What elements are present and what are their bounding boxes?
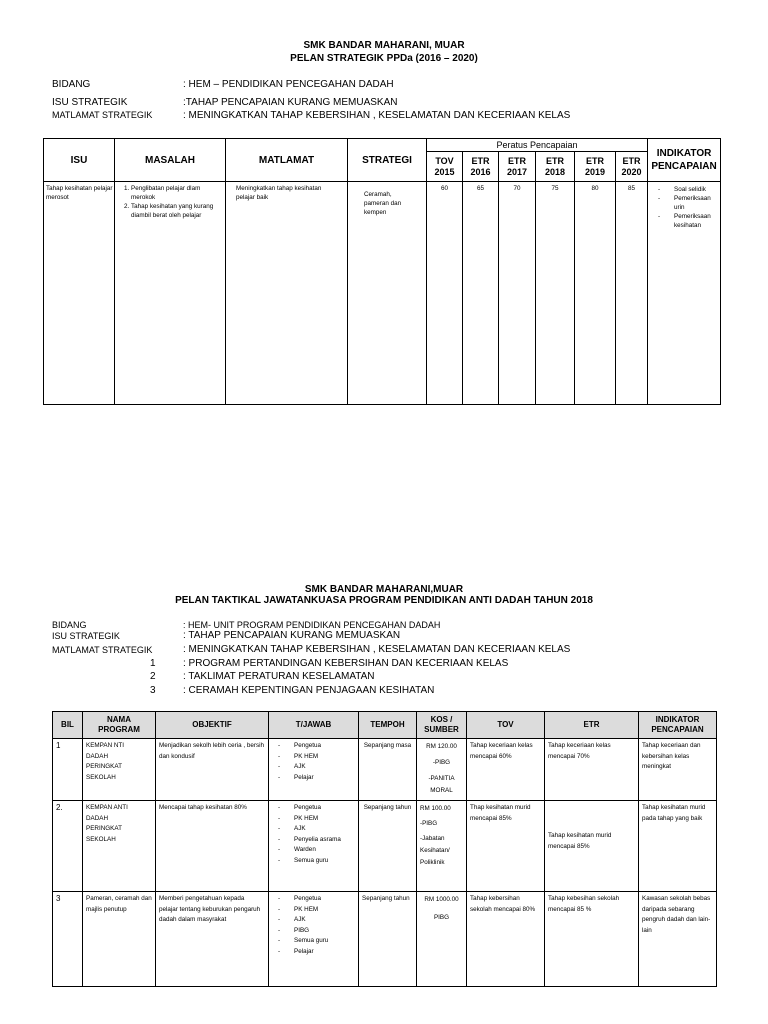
cell-bil: 3	[53, 892, 83, 987]
tactical-meta-matlamat-value: : MENINGKATKAN TAHAP KEBERSIHAN , KESELAMATAN DAN KECERIAAN KELAS	[183, 644, 571, 655]
list-item: - Pengetua	[272, 741, 355, 752]
list-item: - PK HEM	[272, 814, 355, 825]
cell-tov: Tahap kebersihan sekolah mencapai 80%	[467, 892, 545, 987]
list-item: - Semua guru	[272, 856, 355, 867]
tactical-title-school: SMK BANDAR MAHARANI,MUAR	[304, 584, 464, 595]
header-bil: BIL	[53, 712, 83, 739]
cell-nama-program: KEMPAN ANTI DADAH PERINGKAT SEKOLAH	[83, 801, 156, 892]
list-item: - Semua guru	[272, 936, 355, 947]
cell-etr: Tahap keceriaan kelas mencapai 70%	[545, 739, 639, 801]
table-row	[53, 892, 717, 987]
masalah-list	[117, 184, 223, 220]
strategic-meta-isu-value: :TAHAP PENCAPAIAN KURANG MEMUASKAN	[183, 97, 398, 108]
tactical-program-text-3: : CERAMAH KEPENTINGAN PENJAGAAN KESIHATAN	[183, 685, 435, 696]
cell-tov: Thap kesihatan murid mencapai 85%	[467, 801, 545, 892]
tjawab-list	[272, 741, 355, 783]
header-nama-program: NAMA PROGRAM	[83, 712, 156, 739]
cell-tjawab	[269, 892, 359, 987]
header-peratus-pencapaian: Peratus Pencapaian	[427, 139, 648, 152]
list-item: - Pengetua	[272, 894, 355, 905]
cell-tjawab	[269, 801, 359, 892]
cell-tempoh: Sepanjang masa	[359, 739, 417, 801]
cell-tempoh: Sepanjang tahun	[359, 892, 417, 987]
header-tempoh: TEMPOH	[359, 712, 417, 739]
tactical-title-plan: PELAN TAKTIKAL JAWATANKUASA PROGRAM PENDIDIKAN ANTI DADAH TAHUN 2018	[175, 595, 593, 606]
tactical-meta-isu-label: ISU STRATEGIK	[52, 631, 120, 641]
masalah-item: 2. Tahap kesihatan yang kurang diambil berat oleh pelajar	[131, 202, 223, 220]
cell-value-etr-2017: 70	[499, 182, 536, 405]
header-year-etr-2017: ETR 2017	[499, 152, 536, 182]
cell-masalah	[115, 182, 226, 405]
list-item: - PK HEM	[272, 905, 355, 916]
cell-tov: Tahap keceriaan kelas mencapai 60%	[467, 739, 545, 801]
cell-value-etr-2016: 65	[463, 182, 499, 405]
cell-bil: 2.	[53, 801, 83, 892]
strategic-plan-table	[43, 138, 721, 405]
cell-indikator: Kawasan sekolah bebas daripada sebarang pengruh dadah dan lain-lain	[639, 892, 717, 987]
list-item: - PIBG	[272, 926, 355, 937]
list-item: - Pelajar	[272, 773, 355, 784]
cell-objektif: Menjadikan sekolh lebih ceria , bersih dan kondusif	[156, 739, 269, 801]
header-tjawab: T/JAWAB	[269, 712, 359, 739]
header-indikator-line2: PENCAPAIAN	[651, 161, 717, 172]
indikator-item: - Soal selidik	[652, 185, 718, 194]
header-year-etr-2019: ETR 2019	[575, 152, 616, 182]
indikator-item: - Pemeriksaan urin	[652, 194, 718, 212]
cell-etr: Tahap kesihatan murid mencapai 85%	[545, 801, 639, 892]
cell-kos: RM 1000.00 PIBG	[417, 892, 467, 987]
list-item: - Penyelia asrama	[272, 835, 355, 846]
tactical-plan-table	[52, 711, 717, 987]
cell-tjawab	[269, 739, 359, 801]
strategic-meta-bidang-label: BIDANG	[52, 79, 91, 90]
cell-value-etr-2019: 80	[575, 182, 616, 405]
strategic-title-plan: PELAN STRATEGIK PPDa (2016 – 2020)	[290, 53, 478, 64]
cell-nama-program: KEMPAN NTI DADAH PERINGKAT SEKOLAH	[83, 739, 156, 801]
header-strategi: STRATEGI	[348, 139, 427, 182]
header-year-tov-2015: TOV 2015	[427, 152, 463, 182]
cell-objektif: Memberi pengetahuan kepada pelajar tentang keburukan pengaruh dadah dalam masyrakat	[156, 892, 269, 987]
strategic-meta-matlamat-label: MATLAMAT STRATEGIK	[52, 110, 153, 120]
indikator-item: - Pemeriksaan kesihatan	[652, 212, 718, 230]
header-matlamat: MATLAMAT	[226, 139, 348, 182]
cell-isu: Tahap kesihatan pelajar merosot	[44, 182, 115, 405]
cell-tempoh: Sepanjang tahun	[359, 801, 417, 892]
cell-value-tov-2015: 60	[427, 182, 463, 405]
tactical-meta-bidang-value: : HEM- UNIT PROGRAM PENDIDIKAN PENCEGAHAN DADAH	[183, 620, 441, 630]
cell-value-etr-2020: 85	[616, 182, 648, 405]
cell-indikator: Tahap keceriaan dan kebersihan kelas meningkat	[639, 739, 717, 801]
cell-kos: RM 120.00 -PIBG -PANITIA MORAL	[417, 739, 467, 801]
header-isu: ISU	[44, 139, 115, 182]
header-indikator-line1: INDIKATOR	[656, 148, 712, 159]
list-item: - PK HEM	[272, 752, 355, 763]
list-item: - Warden	[272, 845, 355, 856]
header-tov: TOV	[467, 712, 545, 739]
header-kos-sumber: KOS / SUMBER	[417, 712, 467, 739]
tactical-meta-bidang-label: BIDANG	[52, 620, 87, 630]
list-item: - Pelajar	[272, 947, 355, 958]
cell-indikator: Tahap kesihatan murid pada tahap yang baik	[639, 801, 717, 892]
indikator-list	[652, 185, 718, 230]
table-row	[53, 739, 717, 801]
header-year-etr-2020: ETR 2020	[616, 152, 648, 182]
tactical-meta-matlamat-label: MATLAMAT STRATEGIK	[52, 645, 153, 655]
tactical-program-number-1: 1	[150, 658, 156, 669]
list-item: - Pengetua	[272, 803, 355, 814]
cell-objektif: Mencapai tahap kesihatan 80%	[156, 801, 269, 892]
tjawab-list	[272, 803, 355, 866]
list-item: - AJK	[272, 762, 355, 773]
tactical-program-text-2: : TAKLIMAT PERATURAN KESELAMATAN	[183, 671, 375, 682]
header-masalah: MASALAH	[115, 139, 226, 182]
list-item: - AJK	[272, 824, 355, 835]
cell-indikator	[648, 182, 721, 405]
cell-bil: 1	[53, 739, 83, 801]
strategic-meta-isu-label: ISU STRATEGIK	[52, 97, 128, 108]
tactical-meta-isu-value: : TAHAP PENCAPAIAN KURANG MEMUASKAN	[183, 630, 401, 641]
header-etr: ETR	[545, 712, 639, 739]
header-year-etr-2016: ETR 2016	[463, 152, 499, 182]
table-row	[53, 801, 717, 892]
strategic-title-school: SMK BANDAR MAHARANI, MUAR	[303, 40, 465, 51]
tactical-program-number-3: 3	[150, 685, 156, 696]
cell-value-etr-2018: 75	[536, 182, 575, 405]
cell-etr: Tahap kebesihan sekolah mencapai 85 %	[545, 892, 639, 987]
header-year-etr-2018: ETR 2018	[536, 152, 575, 182]
header-indikator-pencapaian: INDIKATOR PENCAPAIAN	[639, 712, 717, 739]
strategic-meta-matlamat-value: : MENINGKATKAN TAHAP KEBERSIHAN , KESELAMATAN DAN KECERIAAN KELAS	[183, 110, 571, 121]
cell-nama-program: Pameran, ceramah dan majlis penutup	[83, 892, 156, 987]
tactical-program-text-1: : PROGRAM PERTANDINGAN KEBERSIHAN DAN KECERIAAN KELAS	[183, 658, 509, 669]
tjawab-list	[272, 894, 355, 957]
strategic-meta-bidang-value: : HEM – PENDIDIKAN PENCEGAHAN DADAH	[183, 79, 394, 90]
cell-strategi: Ceramah, pameran dan kempen	[348, 182, 427, 405]
header-indikator	[648, 139, 721, 182]
header-objektif: OBJEKTIF	[156, 712, 269, 739]
tactical-program-number-2: 2	[150, 671, 156, 682]
masalah-item: 1. Penglibatan pelajar dlam merokok	[131, 184, 223, 202]
cell-kos: RM 100.00 -PIBG -Jabatan Kesihatan/ Poliklinik	[417, 801, 467, 892]
list-item: - AJK	[272, 915, 355, 926]
cell-matlamat: Meningkatkan tahap kesihatan pelajar baik	[226, 182, 348, 405]
